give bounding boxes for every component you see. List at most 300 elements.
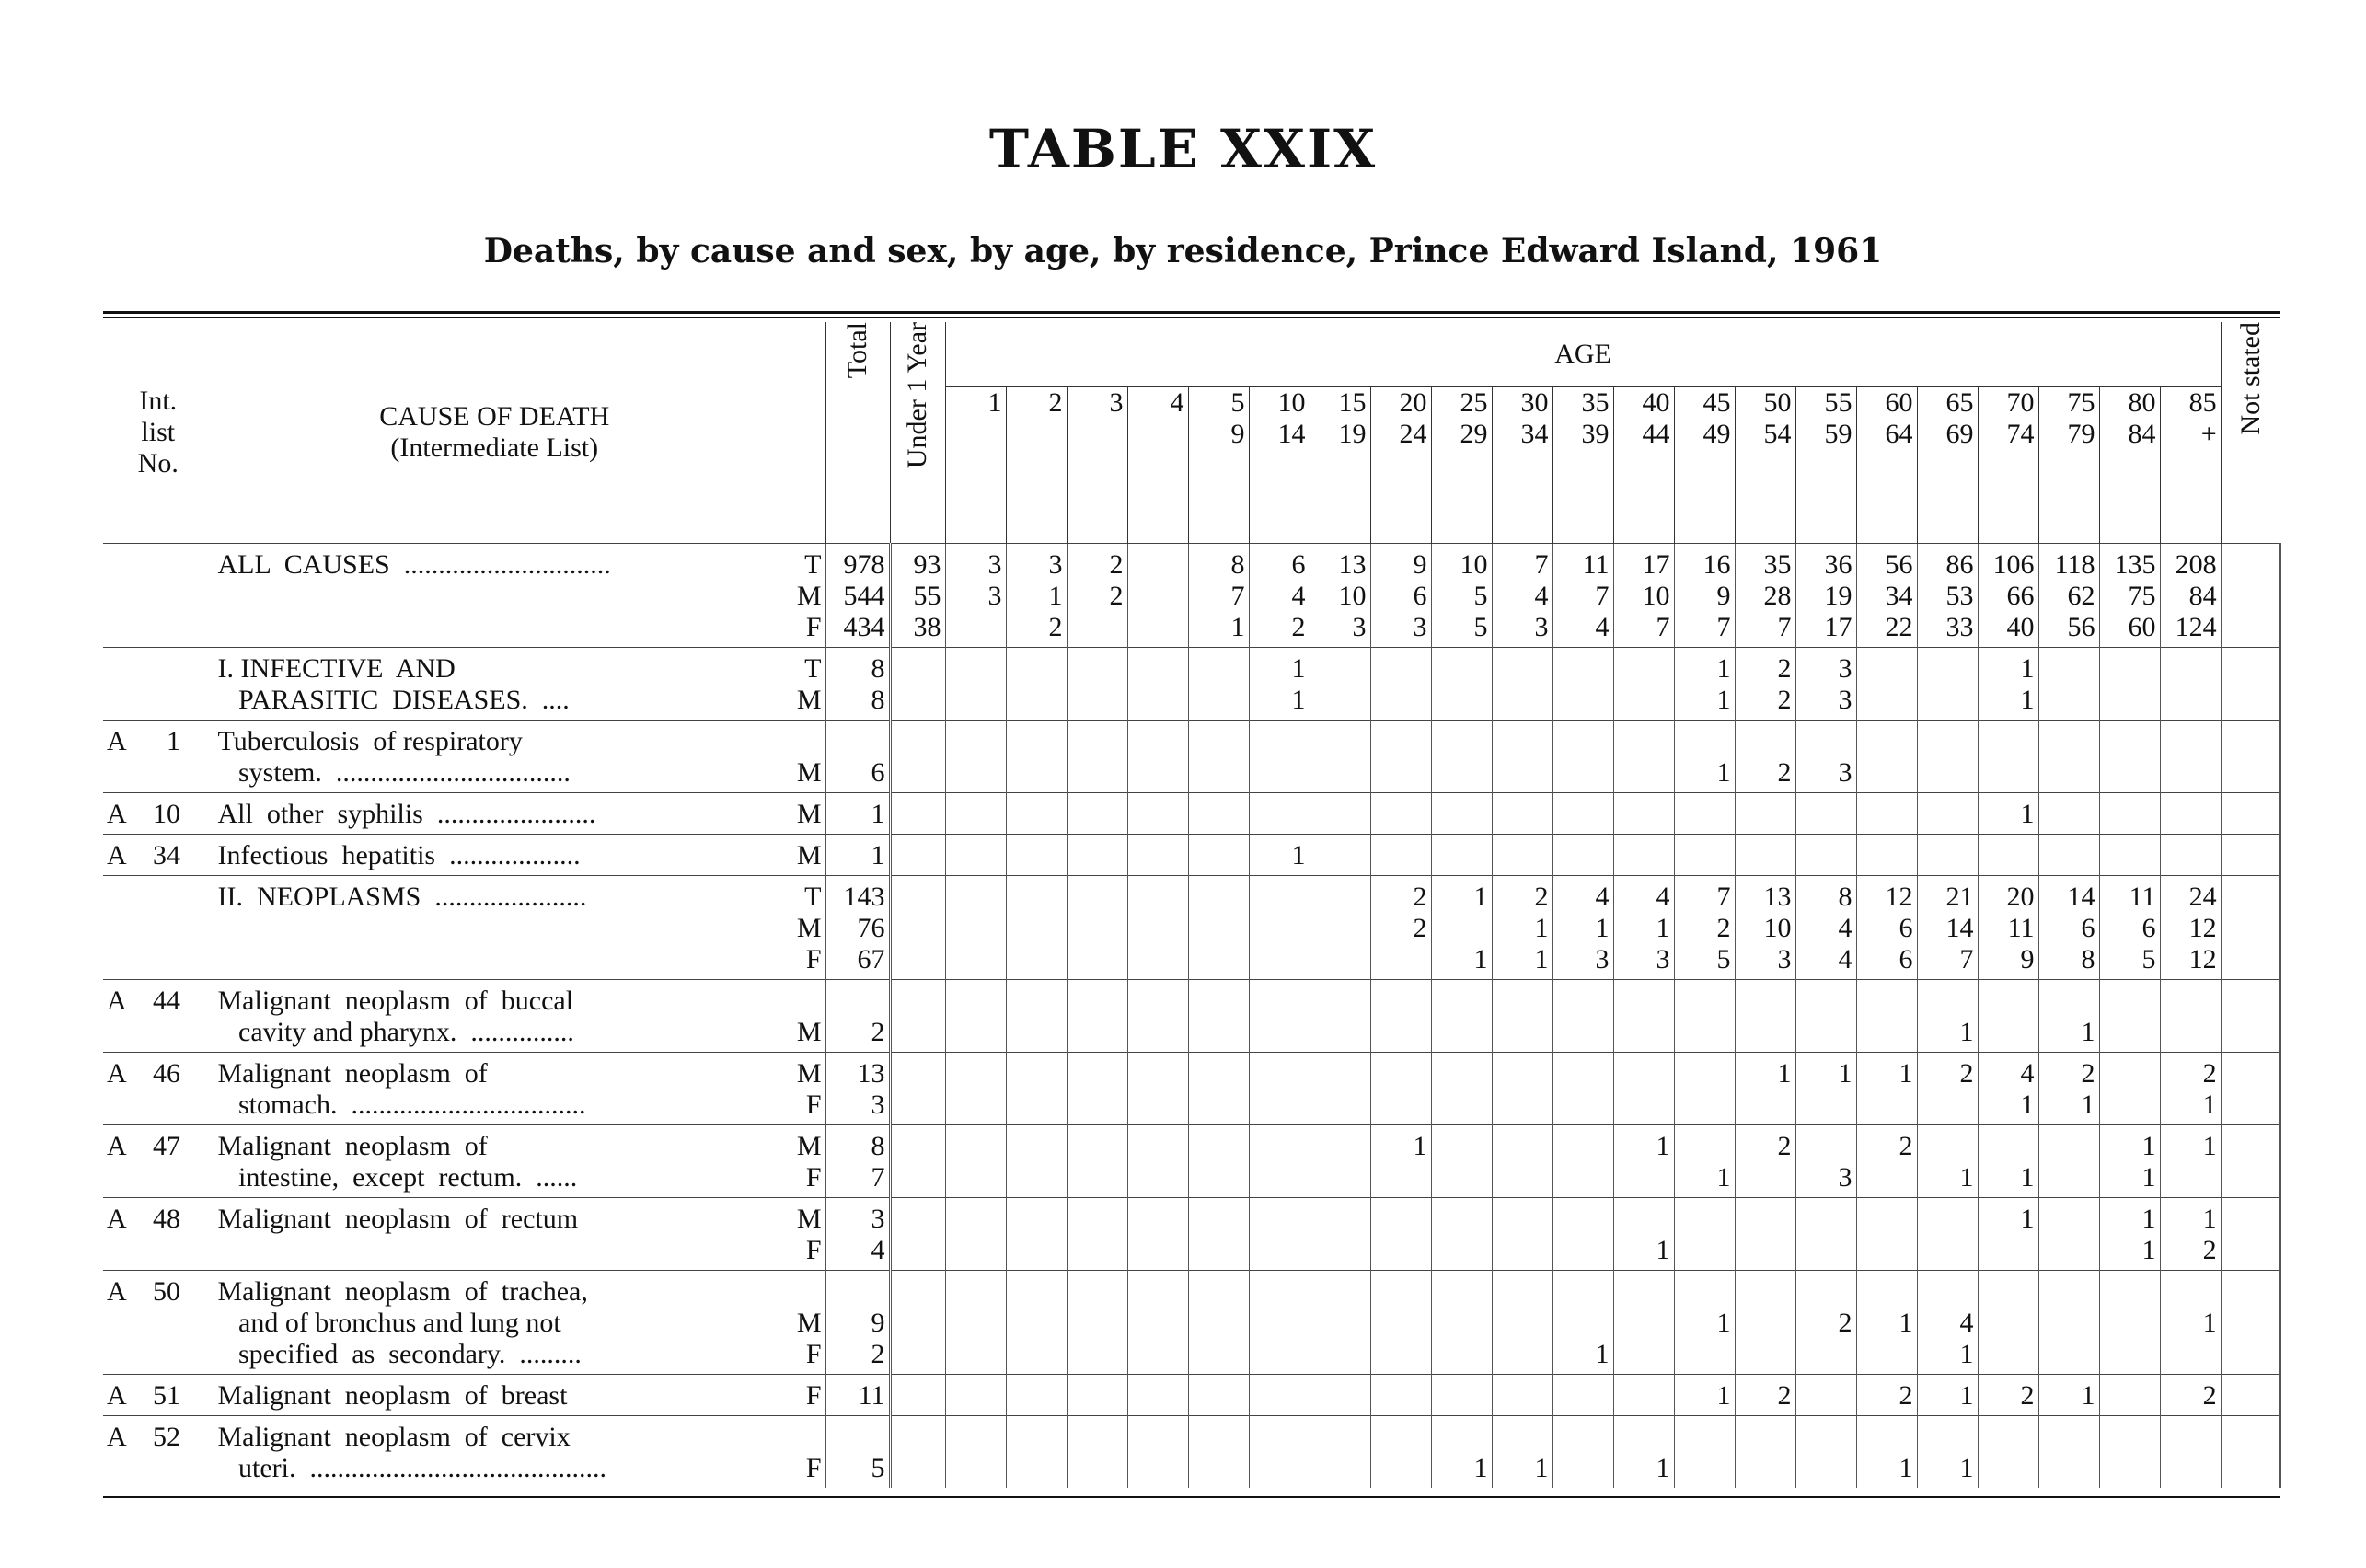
age-value [945,1271,1006,1375]
age-value: 13 10 3 [1310,544,1370,648]
age-value: 1 [2038,1375,2099,1416]
age-value [2038,1125,2099,1198]
not-stated-header-label: Not stated [2234,322,2266,435]
age-value [2038,1416,2099,1489]
age-value [1613,1271,1674,1375]
age-value: 2 [1735,721,1795,793]
age-value [1492,648,1552,721]
age-value [1613,835,1674,876]
age-group-header: 75 79 [2038,387,2099,544]
age-value [1431,793,1492,835]
sex-code: M F [775,1053,825,1125]
age-value [1552,1416,1613,1489]
age-value [1552,793,1613,835]
age-value [1856,793,1917,835]
age-value: 3 3 [1795,648,1856,721]
age-value [2099,793,2160,835]
age-value [2160,648,2221,721]
age-value: 1 [1978,793,2038,835]
table-row [103,793,2280,835]
age-value [1735,980,1795,1053]
int-list-number: A 10 [103,793,214,835]
age-value [1492,721,1552,793]
age-value [1006,648,1067,721]
not-stated-value [2221,721,2280,793]
top-rule [103,311,2280,314]
age-value [1067,835,1127,876]
int-list-number: A 34 [103,835,214,876]
age-group-header: 25 29 [1431,387,1492,544]
age-value: 1 [1370,1125,1431,1198]
age-value [1067,876,1127,980]
age-value [1188,1271,1249,1375]
table-body [103,544,2280,1489]
age-value [2038,835,2099,876]
age-value [1552,1198,1613,1271]
not-stated-value [2221,1271,2280,1375]
age-value: 1 [1978,1125,2038,1198]
cause-name: Malignant neoplasm of trachea, and of bronchus and lung not specified as secondary. ......... [214,1271,775,1375]
age-value [1552,648,1613,721]
age-value: 1 [1674,1375,1735,1416]
age-value [2099,980,2160,1053]
age-value [1127,1271,1188,1375]
age-value [1856,721,1917,793]
age-value: 3 [1795,721,1856,793]
age-value [1006,1271,1067,1375]
age-value [1492,1375,1552,1416]
age-value: 11 6 5 [2099,876,2160,980]
sex-code: F [775,1416,825,1489]
age-value [1370,1053,1431,1125]
age-value [1492,1198,1552,1271]
age-value [1310,876,1370,980]
not-stated-value [2221,876,2280,980]
age-value [890,1198,945,1271]
age-value [1370,980,1431,1053]
age-value [1006,793,1067,835]
age-value [1370,1271,1431,1375]
age-value [1127,793,1188,835]
age-value [1188,1125,1249,1198]
age-value [1310,835,1370,876]
int-list-number: A 44 [103,980,214,1053]
age-value [1735,793,1795,835]
age-value [945,1198,1006,1271]
age-group-header: 20 24 [1370,387,1431,544]
age-value: 2 1 1 [1492,876,1552,980]
age-value [1917,835,1978,876]
age-value [1735,1271,1795,1375]
age-value [1978,980,2038,1053]
age-value: 106 66 40 [1978,544,2038,648]
total-value: 5 [825,1416,890,1489]
age-value [1127,1125,1188,1198]
int-list-number [103,544,214,648]
age-value [945,793,1006,835]
age-value [890,1416,945,1489]
age-value [2099,1375,2160,1416]
age-group-header: 1 [945,387,1006,544]
table-title: TABLE XXIX [988,118,1378,180]
age-value [1249,1125,1310,1198]
age-value [2160,1416,2221,1489]
age-value [890,648,945,721]
age-header: AGE [945,322,2221,387]
age-value: 208 84 124 [2160,544,2221,648]
age-value [1552,835,1613,876]
age-value: 12 6 6 [1856,876,1917,980]
age-value: 2 [1856,1125,1917,1198]
age-value: 1 [2160,1125,2221,1198]
total-value: 9 2 [825,1271,890,1375]
int-list-number [103,876,214,980]
int-list-number: A 50 [103,1271,214,1375]
age-value [1067,721,1127,793]
age-value: 9 6 3 [1370,544,1431,648]
age-value: 2 [1735,1125,1795,1198]
age-value: 1 [1613,1416,1674,1489]
age-value: 1 [1856,1053,1917,1125]
cause-name: Tuberculosis of respiratory system. .................................. [214,721,775,793]
age-value [1856,980,1917,1053]
age-group-header: 45 49 [1674,387,1735,544]
deaths-table [103,322,2281,1488]
age-value [945,1053,1006,1125]
cause-name: Malignant neoplasm of buccal cavity and pharynx. ............... [214,980,775,1053]
age-group-header: 4 [1127,387,1188,544]
under1-header [890,322,945,544]
age-value [1188,835,1249,876]
age-value [1492,793,1552,835]
age-group-header: 35 39 [1552,387,1613,544]
age-value [1310,1416,1370,1489]
age-value [1431,980,1492,1053]
age-value: 4 1 3 [1552,876,1613,980]
sex-header [775,322,825,544]
age-value [1067,1271,1127,1375]
age-value: 2 2 [1370,876,1431,980]
sex-code: M [775,980,825,1053]
table-row [103,648,2280,721]
cause-name: ALL CAUSES .............................. [214,544,775,648]
age-value: 7 2 5 [1674,876,1735,980]
age-value [945,980,1006,1053]
age-value [1431,1053,1492,1125]
age-value [1249,721,1310,793]
age-value: 36 19 17 [1795,544,1856,648]
cause-name: Malignant neoplasm of intestine, except rectum. ...... [214,1125,775,1198]
not-stated-value [2221,544,2280,648]
age-value: 10 5 5 [1431,544,1492,648]
age-value [1735,1198,1795,1271]
age-value [1492,1271,1552,1375]
total-value: 8 7 [825,1125,890,1198]
cause-name: I. INFECTIVE AND PARASITIC DISEASES. .... [214,648,775,721]
table-row [103,1053,2280,1125]
sex-code: T M [775,648,825,721]
age-value [1795,980,1856,1053]
age-value [1249,1416,1310,1489]
age-value [890,1053,945,1125]
age-value: 8 7 1 [1188,544,1249,648]
age-value [2038,793,2099,835]
not-stated-value [2221,1125,2280,1198]
age-value [1006,1053,1067,1125]
age-value [1431,1271,1492,1375]
age-value [1492,835,1552,876]
age-value: 1 1 [2099,1125,2160,1198]
age-value [1978,721,2038,793]
age-value [945,648,1006,721]
age-value: 1 [1249,835,1310,876]
age-value [1917,721,1978,793]
age-value: 1 [1674,1125,1735,1198]
age-value: 2 [1917,1053,1978,1125]
age-value [1310,1198,1370,1271]
sex-code: M F [775,1125,825,1198]
age-value [1067,1125,1127,1198]
age-group-header: 65 69 [1917,387,1978,544]
age-value [1795,793,1856,835]
total-value: 8 8 [825,648,890,721]
age-value [1856,835,1917,876]
age-value [945,876,1006,980]
age-value [1006,721,1067,793]
cause-name: All other syphilis ....................... [214,793,775,835]
age-value: 16 9 7 [1674,544,1735,648]
age-value: 7 4 3 [1492,544,1552,648]
age-value [2038,721,2099,793]
age-value [2038,1271,2099,1375]
age-value [1127,835,1188,876]
age-value: 1 [1674,721,1735,793]
age-value [1856,648,1917,721]
age-value [1006,876,1067,980]
age-value [1613,1375,1674,1416]
not-stated-value [2221,980,2280,1053]
age-value [1249,876,1310,980]
sex-code: T M F [775,876,825,980]
total-value: 1 [825,793,890,835]
table-row [103,980,2280,1053]
age-value [1127,1053,1188,1125]
age-group-header: 3 [1067,387,1127,544]
age-group-header: 60 64 [1856,387,1917,544]
age-value: 1 1 [1249,648,1310,721]
age-value [1552,1375,1613,1416]
top-rule-thin [103,317,2280,318]
age-value: 17 10 7 [1613,544,1674,648]
sex-code: M F [775,1198,825,1271]
age-value [1067,793,1127,835]
age-value: 1 [2160,1271,2221,1375]
total-value: 143 76 67 [825,876,890,980]
age-value [2160,721,2221,793]
age-value [1613,1053,1674,1125]
age-value [1856,1198,1917,1271]
age-value [945,1375,1006,1416]
sex-code: M [775,721,825,793]
sex-code: T M F [775,544,825,648]
age-value [1795,1375,1856,1416]
age-value [2160,835,2221,876]
int-list-number: A 46 [103,1053,214,1125]
age-value [1127,876,1188,980]
age-group-header: 30 34 [1492,387,1552,544]
table-row [103,1271,2280,1375]
age-value: 1 1 [1431,876,1492,980]
not-stated-value [2221,1053,2280,1125]
age-value: 1 [1552,1271,1613,1375]
age-value: 14 6 8 [2038,876,2099,980]
age-value [1006,1198,1067,1271]
age-value [2099,1416,2160,1489]
age-value: 11 7 4 [1552,544,1613,648]
age-value: 1 [1795,1053,1856,1125]
cause-name: Malignant neoplasm of stomach. .................................. [214,1053,775,1125]
age-value [1249,1375,1310,1416]
age-group-header: 5 9 [1188,387,1249,544]
age-value [1067,1198,1127,1271]
age-value: 1 [1917,1125,1978,1198]
age-value [1795,1198,1856,1271]
age-value [1188,876,1249,980]
age-value [1249,980,1310,1053]
age-value [1613,793,1674,835]
age-value [1310,980,1370,1053]
age-value [1431,835,1492,876]
age-value [1188,721,1249,793]
age-group-header: 70 74 [1978,387,2038,544]
table-row [103,1375,2280,1416]
age-value [1127,1375,1188,1416]
age-value: 1 [1917,1375,1978,1416]
age-value: 2 1 [2160,1053,2221,1125]
age-value [1978,1271,2038,1375]
age-value [1067,1053,1127,1125]
age-value [1067,980,1127,1053]
age-value [1006,980,1067,1053]
age-value [1674,1053,1735,1125]
age-value [1127,648,1188,721]
age-value: 3 [1795,1125,1856,1198]
age-value [1249,793,1310,835]
age-value [1006,1416,1067,1489]
age-value [1492,1125,1552,1198]
cause-header: CAUSE OF DEATH (Intermediate List) [214,322,775,544]
age-value [1674,1198,1735,1271]
age-value [1249,1198,1310,1271]
age-value [1552,980,1613,1053]
total-header-label: Total [842,322,872,379]
age-value [1735,1416,1795,1489]
table-row [103,544,2280,648]
not-stated-value [2221,793,2280,835]
age-value [1978,1416,2038,1489]
age-value [1310,1053,1370,1125]
age-value [2099,721,2160,793]
age-value [945,1416,1006,1489]
int-list-number: A 47 [103,1125,214,1198]
age-value [1188,1375,1249,1416]
table-subtitle: Deaths, by cause and sex, by age, by residence, Prince Edward Island, 1961 [483,232,1883,271]
sex-code: F [775,1375,825,1416]
age-value: 3 3 [945,544,1006,648]
age-value [1067,1416,1127,1489]
age-value [1188,1198,1249,1271]
age-value [1127,1416,1188,1489]
age-value: 4 1 3 [1613,876,1674,980]
cause-name: Malignant neoplasm of rectum [214,1198,775,1271]
age-value: 3 1 2 [1006,544,1067,648]
total-value: 6 [825,721,890,793]
age-value [1431,1125,1492,1198]
under1-header-label: Under 1 Year [902,322,932,469]
age-value: 4 1 [1917,1271,1978,1375]
total-header [825,322,890,544]
age-value: 20 11 9 [1978,876,2038,980]
not-stated-header [2221,322,2280,544]
age-group-header: 10 14 [1249,387,1310,544]
age-value [1674,793,1735,835]
age-group-header: 85 + [2160,387,2221,544]
age-value [1370,793,1431,835]
age-value: 1 [1613,1125,1674,1198]
age-value [890,980,945,1053]
age-value: 2 [1856,1375,1917,1416]
age-value [1127,544,1188,648]
cause-name: Malignant neoplasm of cervix uteri. ........................................... [214,1416,775,1489]
int-list-number: A 51 [103,1375,214,1416]
table-row [103,835,2280,876]
age-value [1067,648,1127,721]
age-value: 4 1 [1978,1053,2038,1125]
age-value: 2 [1735,1375,1795,1416]
age-value [1249,1053,1310,1125]
age-group-header: 40 44 [1613,387,1674,544]
age-value [1370,1198,1431,1271]
age-value: 24 12 12 [2160,876,2221,980]
age-value [1310,1271,1370,1375]
age-value [890,876,945,980]
age-value: 1 [1917,1416,1978,1489]
age-value: 1 [1674,1271,1735,1375]
sex-code: M [775,793,825,835]
not-stated-value [2221,1198,2280,1271]
int-list-number: A 48 [103,1198,214,1271]
age-value: 8 4 4 [1795,876,1856,980]
cause-name: II. NEOPLASMS ...................... [214,876,775,980]
age-value [1188,1053,1249,1125]
age-value: 1 [1613,1198,1674,1271]
int-list-number: A 1 [103,721,214,793]
age-value [2038,1198,2099,1271]
age-value: 6 4 2 [1249,544,1310,648]
age-value [2099,1053,2160,1125]
age-value [1006,1125,1067,1198]
table-row [103,1416,2280,1489]
age-value [1310,1125,1370,1198]
age-value [945,1125,1006,1198]
age-value [1492,980,1552,1053]
age-value [890,793,945,835]
age-value [1674,980,1735,1053]
age-value [890,835,945,876]
table-row [103,1125,2280,1198]
total-value: 3 4 [825,1198,890,1271]
age-value [1188,980,1249,1053]
